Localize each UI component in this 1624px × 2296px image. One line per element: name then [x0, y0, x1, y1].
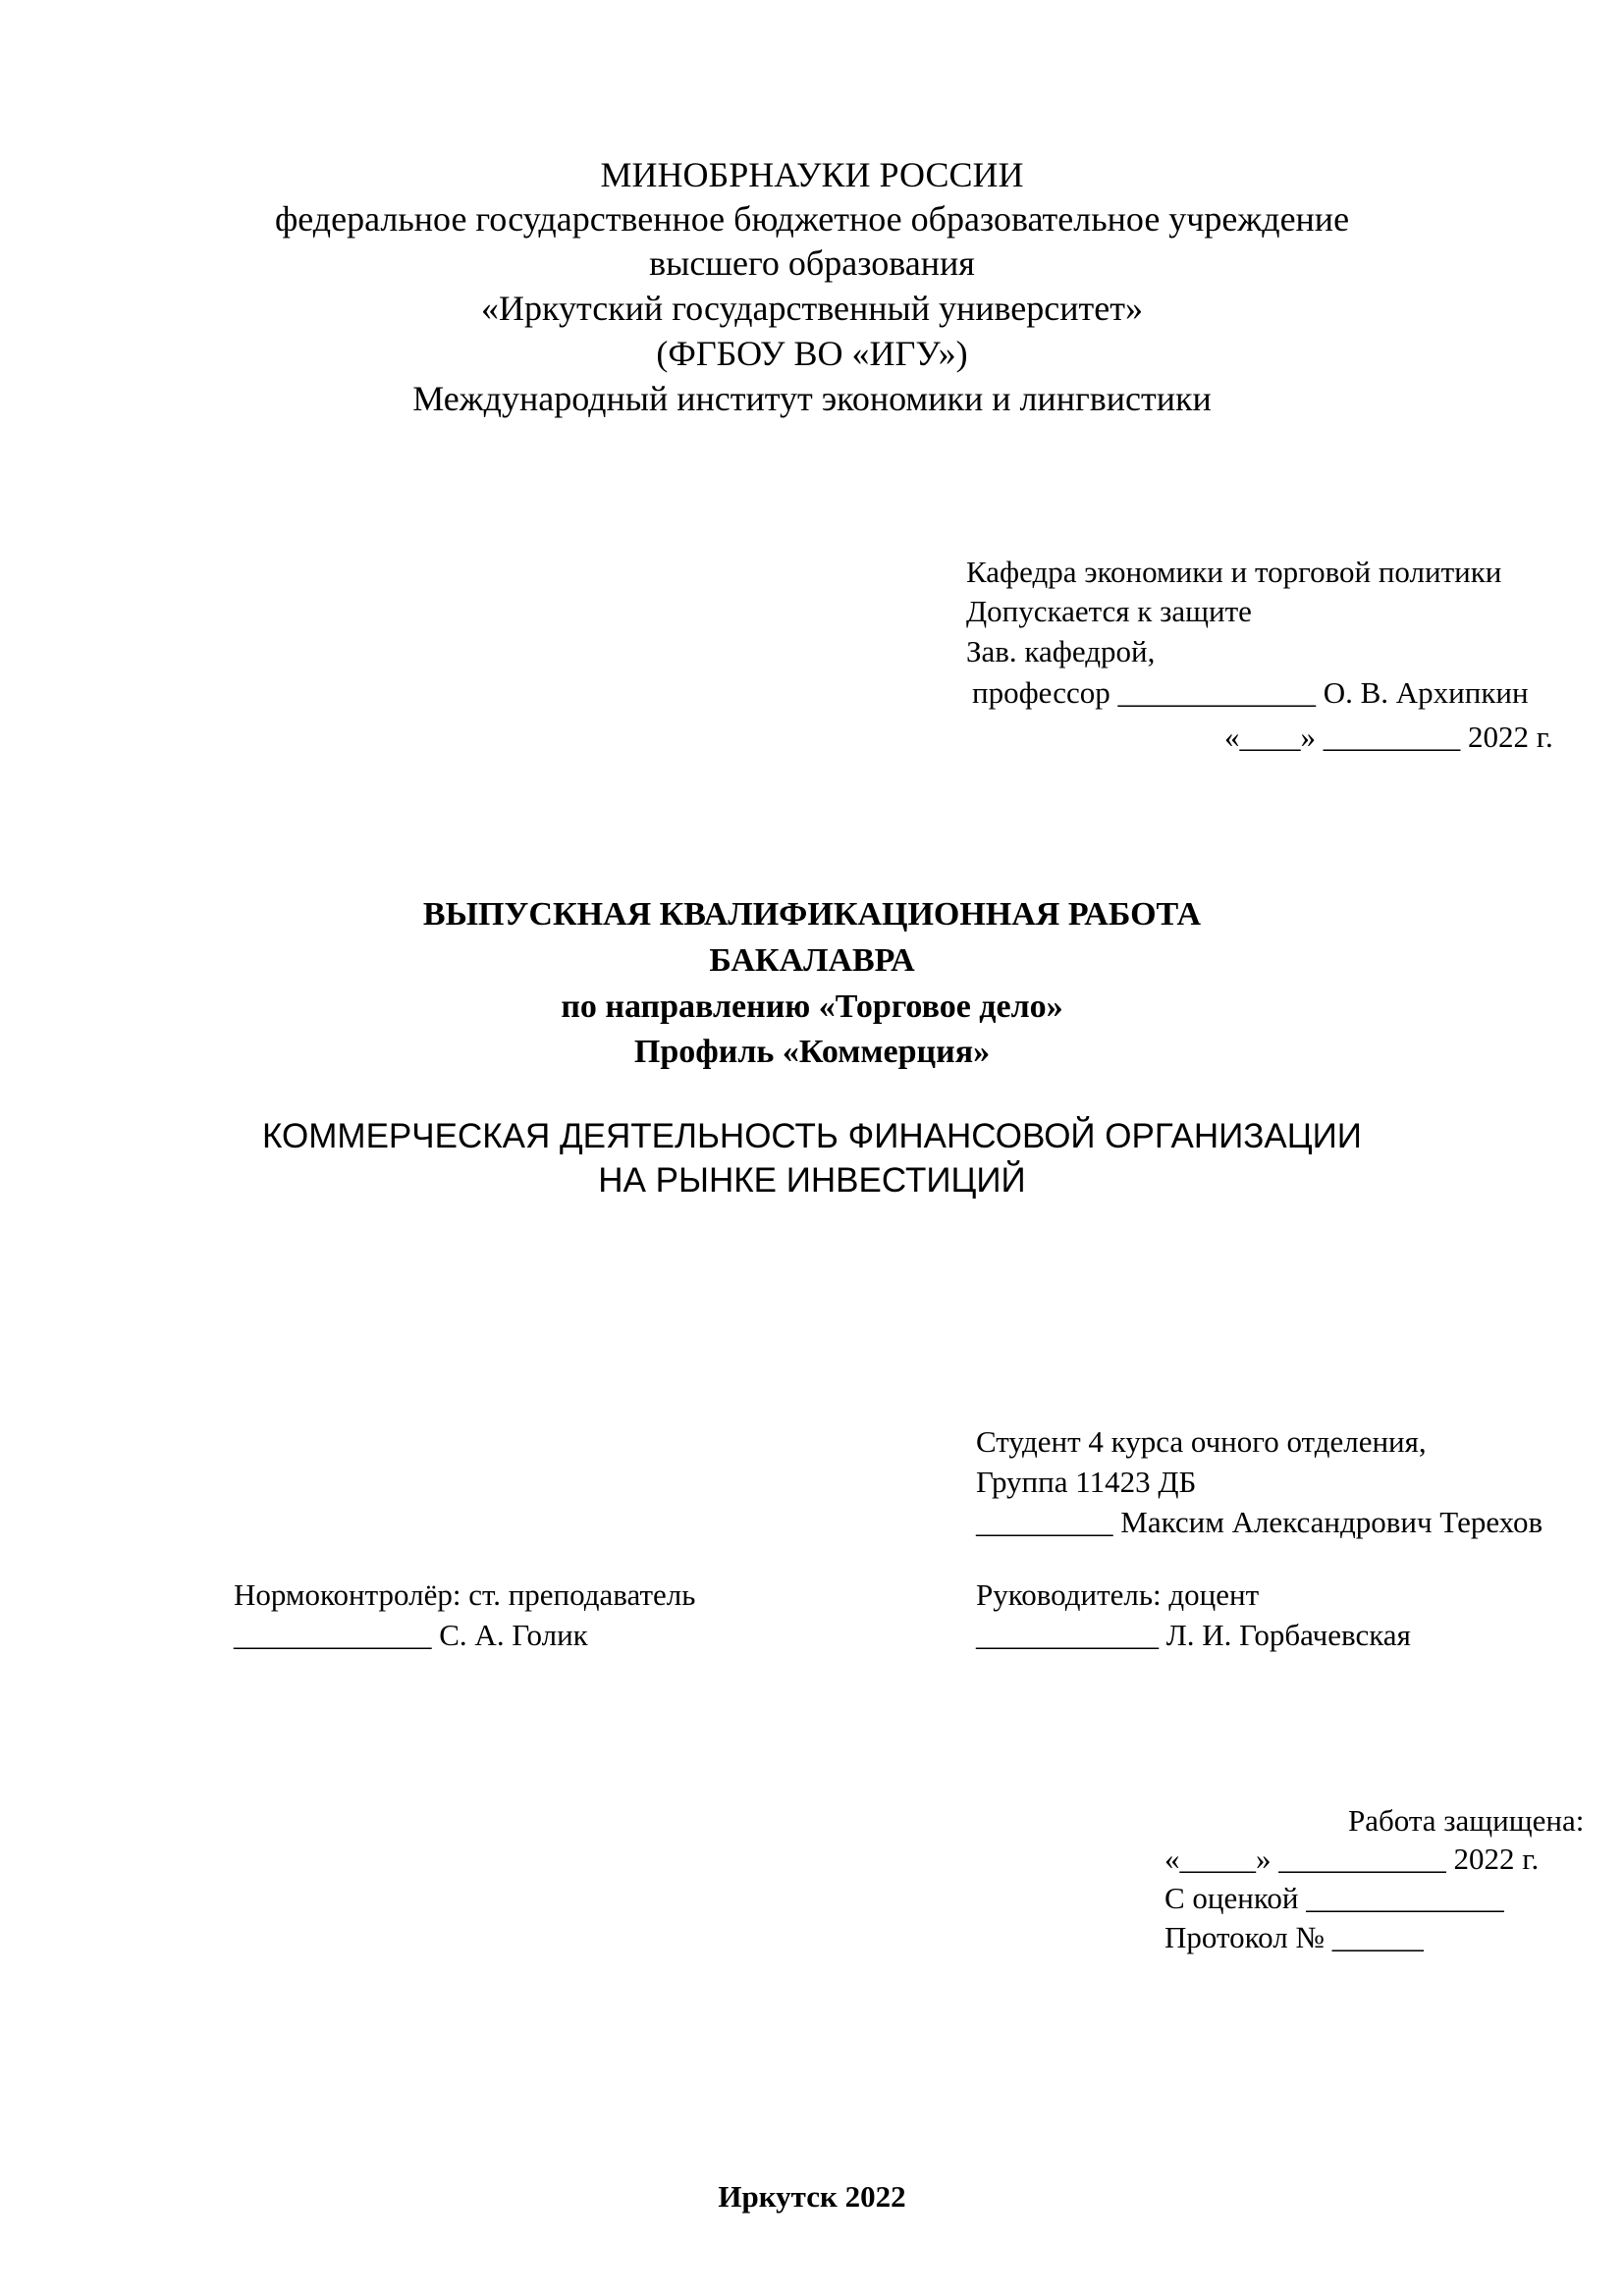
defense-protocol: Протокол № ______: [1164, 1920, 1424, 1954]
work-topic-line-2: НА РЫНКЕ ИНВЕСТИЦИЙ: [598, 1161, 1026, 1200]
normcontrol-label: Нормоконтролёр: ст. преподаватель: [234, 1577, 696, 1612]
work-title-line-2: БАКАЛАВРА: [709, 942, 915, 979]
defense-date: «_____» ___________ 2022 г.: [1164, 1842, 1540, 1876]
student-signature: _________ Максим Александрович Терехов: [976, 1505, 1543, 1539]
student-course: Студент 4 курса очного отделения,: [976, 1424, 1427, 1459]
ministry-name: МИНОБРНАУКИ РОССИИ: [600, 155, 1024, 194]
work-direction: по направлению «Торговое дело»: [561, 988, 1063, 1025]
university-abbreviation: (ФГБОУ ВО «ИГУ»): [656, 334, 968, 373]
department-name: Кафедра экономики и торговой политики: [966, 555, 1502, 589]
defense-grade: С оценкой _____________: [1164, 1881, 1504, 1915]
supervisor-signature: ____________ Л. И. Горбачевская: [976, 1618, 1411, 1652]
work-topic-line-1: КОММЕРЧЕСКАЯ ДЕЯТЕЛЬНОСТЬ ФИНАНСОВОЙ ОРГАНИЗАЦИИ: [262, 1117, 1362, 1155]
normcontrol-signature: _____________ С. А. Голик: [234, 1618, 588, 1652]
defense-label: Работа защищена:: [1348, 1803, 1585, 1838]
head-of-department-label: Зав. кафедрой,: [966, 634, 1156, 668]
admitted-to-defense: Допускается к защите: [966, 594, 1252, 628]
supervisor-label: Руководитель: доцент: [976, 1577, 1260, 1612]
head-of-department-signature: профессор _____________ О. В. Архипкин: [972, 675, 1529, 710]
work-title-line-1: ВЫПУСКНАЯ КВАЛИФИКАЦИОННАЯ РАБОТА: [422, 896, 1202, 933]
education-level: высшего образования: [649, 243, 975, 283]
university-name: «Иркутский государственный университет»: [481, 289, 1143, 328]
institution-type: федеральное государственное бюджетное образовательное учреждение: [274, 199, 1350, 239]
city-year: Иркутск 2022: [718, 2179, 906, 2214]
institute-name: Международный институт экономики и лингвистики: [412, 379, 1212, 418]
approval-date: «____» _________ 2022 г.: [1224, 720, 1553, 754]
student-group: Группа 11423 ДБ: [976, 1465, 1197, 1499]
work-profile: Профиль «Коммерция»: [633, 1034, 991, 1070]
